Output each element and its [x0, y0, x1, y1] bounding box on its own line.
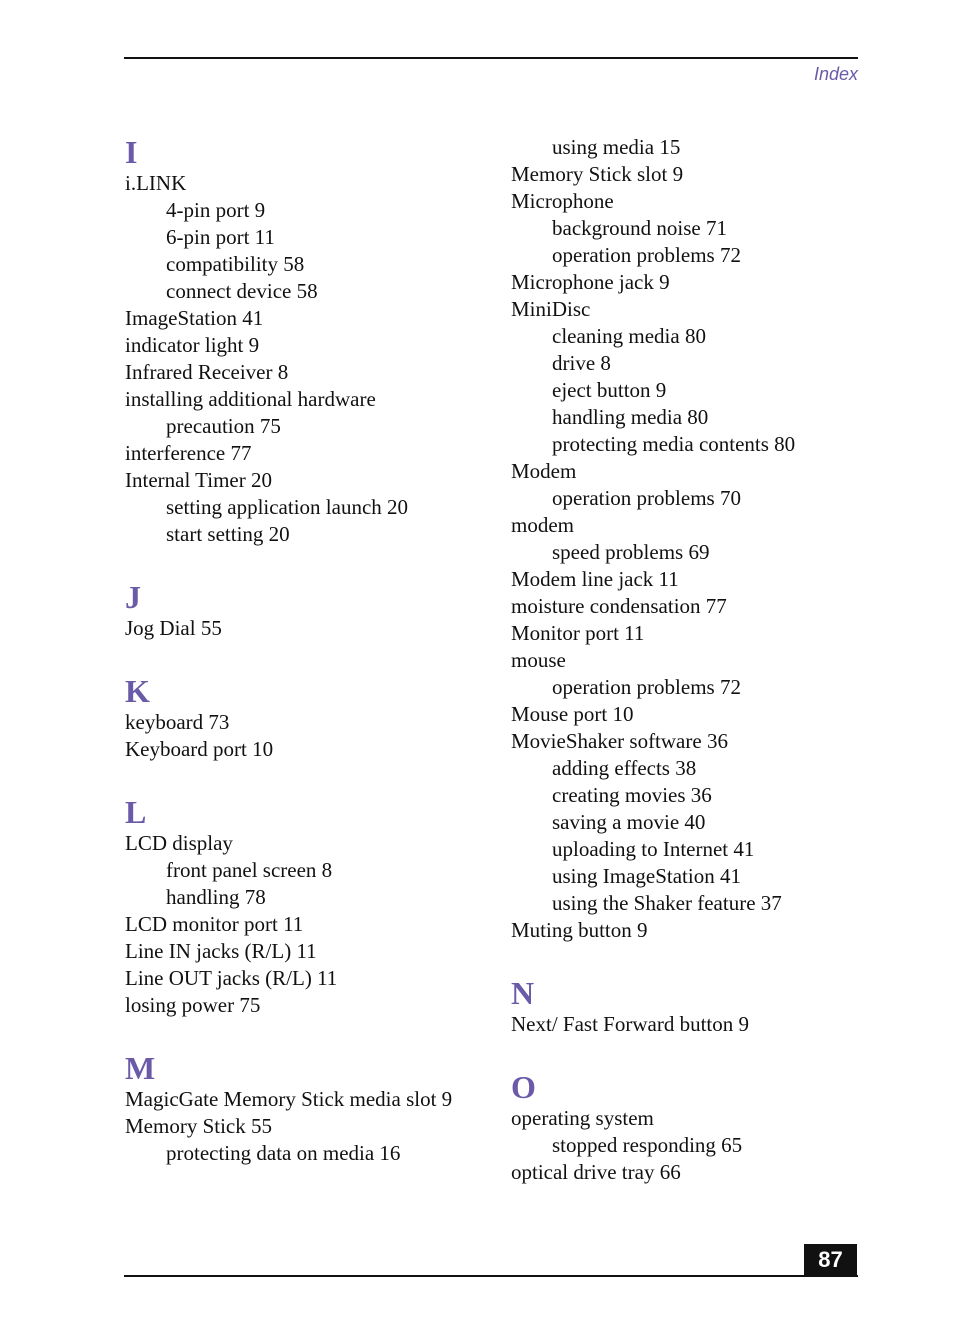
index-subentry: creating movies 36	[552, 783, 712, 807]
index-subentry: start setting 20	[166, 522, 290, 546]
section-gap	[125, 642, 495, 673]
index-subentry: handling 78	[166, 885, 266, 909]
index-entry: keyboard 73	[125, 710, 230, 734]
index-subentry: 4-pin port 9	[166, 198, 266, 222]
index-entry: operating system	[511, 1106, 654, 1130]
index-entry: Modem	[511, 459, 577, 483]
index-subentry: uploading to Internet 41	[552, 837, 755, 861]
index-subentry: handling media 80	[552, 405, 709, 429]
index-entry: installing additional hardware	[125, 387, 376, 411]
index-subentry: saving a movie 40	[552, 810, 706, 834]
index-subentry: eject button 9	[552, 378, 667, 402]
index-entry: moisture condensation 77	[511, 594, 727, 618]
index-entry: Next/ Fast Forward button 9	[511, 1012, 749, 1036]
section-letter: M	[125, 1050, 156, 1086]
index-subentry: protecting data on media 16	[166, 1141, 401, 1165]
index-entry: MiniDisc	[511, 297, 591, 321]
section-gap	[125, 548, 495, 579]
index-entry: Microphone jack 9	[511, 270, 670, 294]
index-entry: LCD monitor port 11	[125, 912, 304, 936]
index-subentry: compatibility 58	[166, 252, 305, 276]
index-entry: Line OUT jacks (R/L) 11	[125, 966, 338, 990]
section-letter: I	[125, 134, 138, 170]
section-gap	[511, 944, 891, 975]
section-letter: J	[125, 579, 141, 615]
index-section	[125, 579, 495, 642]
index-section	[125, 794, 495, 1019]
index-subentry: stopped responding 65	[552, 1133, 743, 1157]
index-entry: Memory Stick 55	[125, 1114, 272, 1138]
index-subentry: using media 15	[552, 135, 681, 159]
index-subentry: drive 8	[552, 351, 611, 375]
index-entry: Monitor port 11	[511, 621, 645, 645]
index-section	[125, 1050, 495, 1167]
page-number: 87	[804, 1244, 857, 1276]
index-entry: Line IN jacks (R/L) 11	[125, 939, 317, 963]
running-head: Index	[813, 64, 858, 84]
index-subentry: operation problems 72	[552, 675, 741, 699]
section-gap	[125, 1019, 495, 1050]
index-subentry: setting application launch 20	[166, 495, 409, 519]
index-entry: Modem line jack 11	[511, 567, 679, 591]
index-column-right	[511, 134, 891, 1186]
index-subentry: using the Shaker feature 37	[552, 891, 782, 915]
index-entry: LCD display	[125, 831, 233, 855]
index-entry: indicator light 9	[125, 333, 260, 357]
index-section	[511, 134, 891, 944]
index-subentry: front panel screen 8	[166, 858, 333, 882]
section-gap	[125, 763, 495, 794]
index-column-left	[125, 134, 495, 1167]
index-section	[125, 673, 495, 763]
index-entry: Mouse port 10	[511, 702, 634, 726]
index-entry: ImageStation 41	[125, 306, 264, 330]
top-rule	[124, 57, 858, 59]
section-gap	[511, 1038, 891, 1069]
index-subentry: 6-pin port 11	[166, 225, 275, 249]
section-letter: K	[125, 673, 150, 709]
index-entry: MovieShaker software 36	[511, 729, 728, 753]
section-letter: N	[511, 975, 535, 1011]
index-subentry: precaution 75	[166, 414, 281, 438]
bottom-rule	[124, 1275, 858, 1277]
index-entry: modem	[511, 513, 574, 537]
index-subentry: cleaning media 80	[552, 324, 706, 348]
index-section	[511, 1069, 891, 1186]
section-letter: L	[125, 794, 147, 830]
index-entry: Microphone	[511, 189, 614, 213]
index-entry: interference 77	[125, 441, 252, 465]
index-subentry: connect device 58	[166, 279, 318, 303]
index-subentry: background noise 71	[552, 216, 727, 240]
index-entry: Jog Dial 55	[125, 616, 222, 640]
section-letter: O	[511, 1069, 536, 1105]
index-subentry: operation problems 72	[552, 243, 741, 267]
index-section	[511, 975, 891, 1038]
index-entry: MagicGate Memory Stick media slot 9	[125, 1087, 453, 1111]
index-subentry: protecting media contents 80	[552, 432, 796, 456]
index-entry: losing power 75	[125, 993, 261, 1017]
index-subentry: using ImageStation 41	[552, 864, 741, 888]
index-entry: Memory Stick slot 9	[511, 162, 684, 186]
index-entry: mouse	[511, 648, 566, 672]
index-entry: Infrared Receiver 8	[125, 360, 289, 384]
index-entry: optical drive tray 66	[511, 1160, 681, 1184]
index-subentry: adding effects 38	[552, 756, 697, 780]
index-entry: Keyboard port 10	[125, 737, 274, 761]
index-entry: i.LINK	[125, 171, 187, 195]
index-subentry: speed problems 69	[552, 540, 710, 564]
index-subentry: operation problems 70	[552, 486, 741, 510]
index-entry: Muting button 9	[511, 918, 648, 942]
index-section	[125, 134, 495, 548]
index-entry: Internal Timer 20	[125, 468, 272, 492]
